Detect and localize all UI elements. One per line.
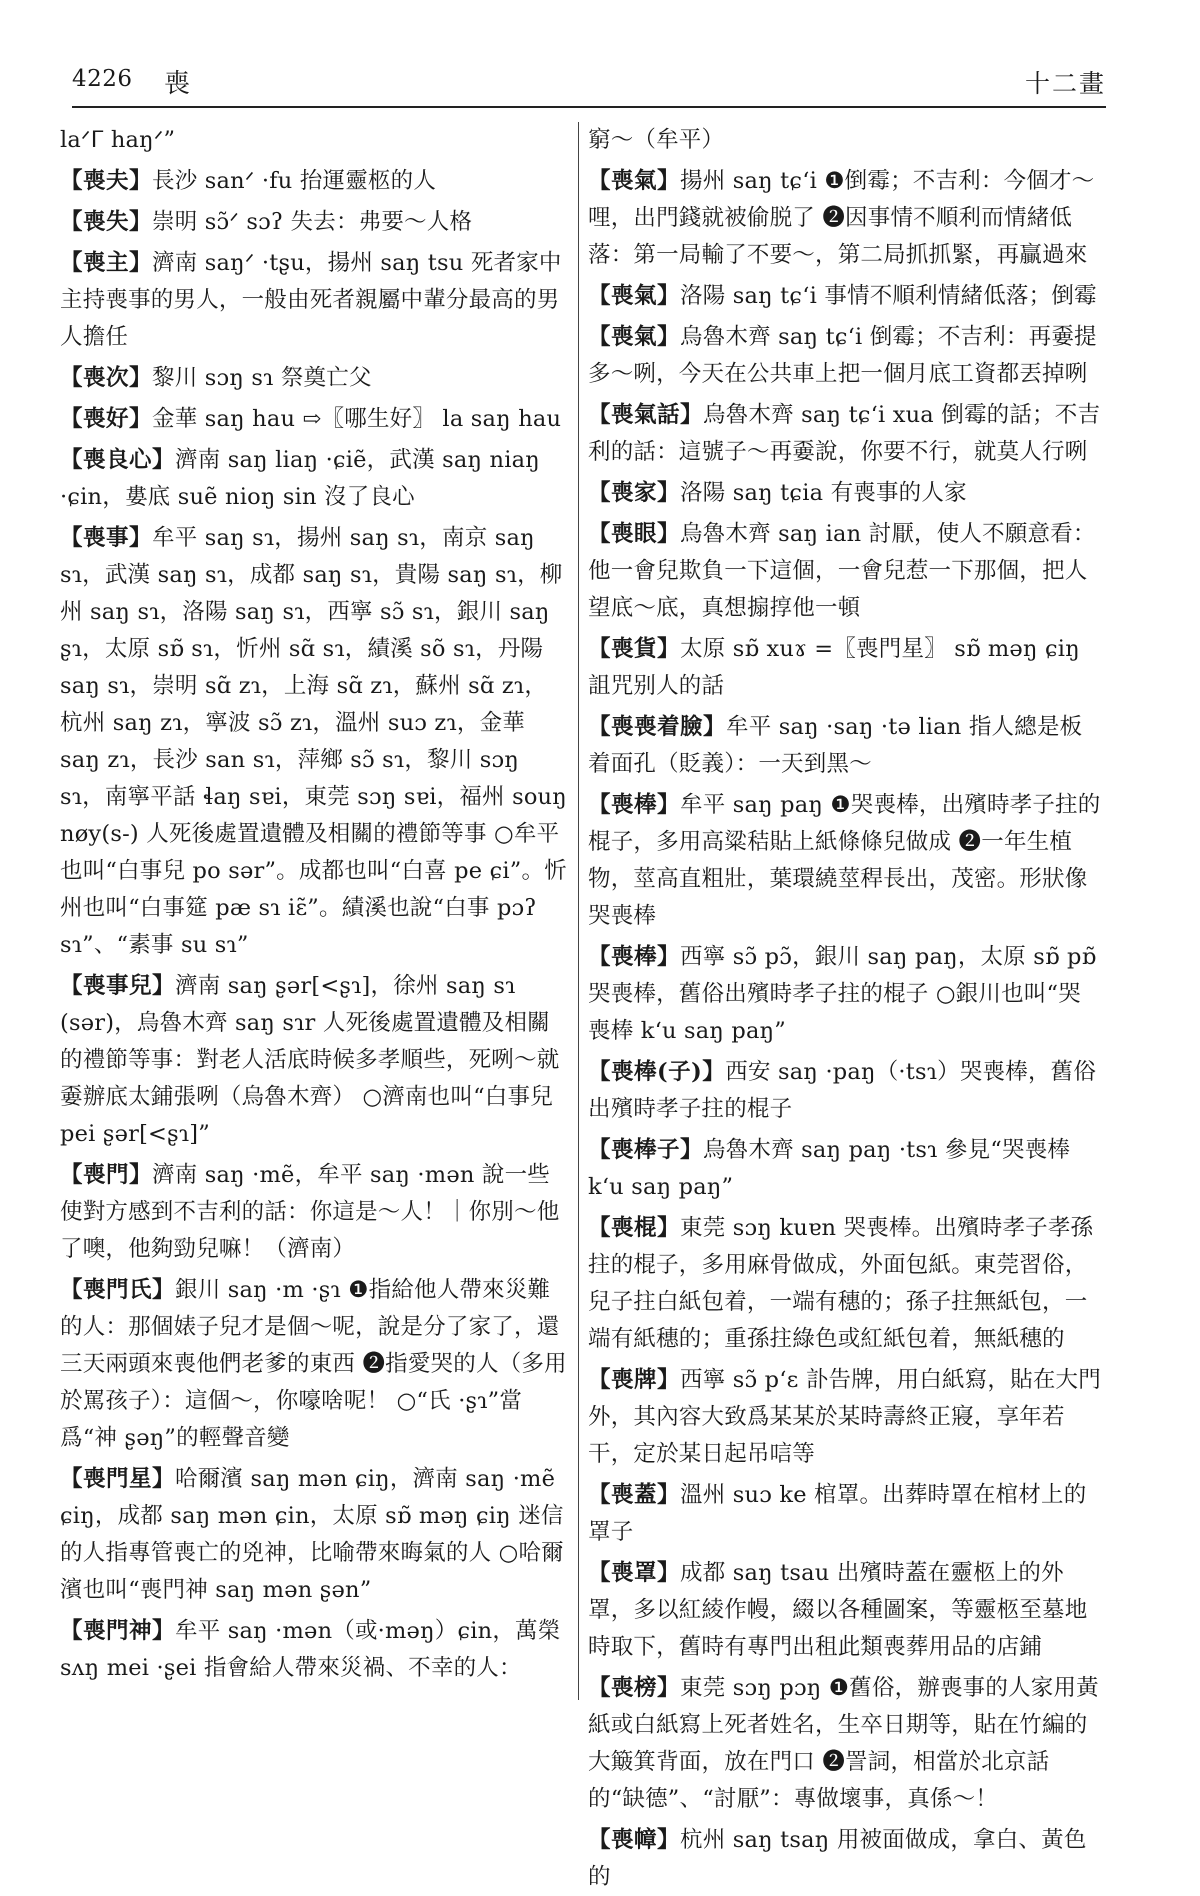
entry-definition: 東莞 sɔŋ kuɐn 哭喪棒。出殯時孝子孝孫拄的棍子，多用麻骨做成，外面包紙。東莞習俗，兒子拄白紙包着，一端有穗的；孫子拄無紙包，一端有紙穗的；重孫拄綠色或紅紙包着，無紙穗的 bbox=[588, 1215, 1094, 1352]
entry-headword: 【喪喪着臉】 bbox=[588, 714, 727, 740]
dictionary-entry bbox=[588, 787, 1102, 935]
entry-headword: 【喪幛】 bbox=[588, 1827, 681, 1853]
entry-definition: 黎川 sɔŋ sɿ 祭奠亡父 bbox=[152, 365, 372, 391]
entry-headword: 【喪牌】 bbox=[588, 1367, 681, 1393]
column-divider bbox=[578, 122, 579, 1700]
entry-definition: 長沙 sanᐟ ·fu 抬運靈柩的人 bbox=[152, 168, 437, 194]
dictionary-entry bbox=[60, 245, 568, 356]
dictionary-entry bbox=[588, 1822, 1102, 1896]
dictionary-entry bbox=[588, 516, 1102, 627]
entry-headword: 【喪門氏】 bbox=[60, 1277, 176, 1303]
dictionary-entry bbox=[588, 1670, 1102, 1818]
entry-headword: 【喪棍】 bbox=[588, 1215, 681, 1241]
dictionary-entry bbox=[60, 442, 568, 516]
dictionary-entry bbox=[588, 1477, 1102, 1551]
dictionary-entry bbox=[588, 709, 1102, 783]
page-header bbox=[72, 58, 1106, 108]
dictionary-entry bbox=[60, 1461, 568, 1609]
entry-definition: 西寧 sɔ̃ pʻɛ 訃告牌，用白紙寫，貼在大門外，其內容大致爲某某於某時壽終正寢，享年若干，定於某日起吊唁等 bbox=[588, 1367, 1101, 1467]
dictionary-entry bbox=[60, 401, 568, 438]
dictionary-entry bbox=[588, 1132, 1102, 1206]
entry-headword: 【喪眼】 bbox=[588, 521, 681, 547]
entry-definition: 西寧 sɔ̃ pɔ̃，銀川 saŋ paŋ，太原 sɒ̃ pɒ̃ 哭喪棒，舊俗出殯時孝子拄的棍子 ○銀川也叫“哭喪棒 kʻu saŋ paŋ” bbox=[588, 944, 1097, 1044]
entry-definition: 濟南 saŋᐟ ·tʂu，揚州 saŋ tsu 死者家中主持喪事的男人，一般由死者親屬中輩分最高的男人擔任 bbox=[60, 250, 562, 350]
entry-headword: 【喪事】 bbox=[60, 525, 153, 551]
entry-definition: 溫州 suɔ ke 棺罩。出葬時罩在棺材上的罩子 bbox=[588, 1482, 1087, 1545]
entry-headword: 【喪事兒】 bbox=[60, 973, 176, 999]
entry-definition: laᐟᒥ haŋᐟ” bbox=[60, 127, 176, 153]
entry-headword: 【喪主】 bbox=[60, 250, 153, 276]
entry-definition: 太原 sɒ̃ xuɤ =〖喪門星〗 sɒ̃ məŋ ɕiŋ 詛咒别人的話 bbox=[588, 636, 1080, 699]
entry-headword: 【喪失】 bbox=[60, 209, 153, 235]
entry-definition: 揚州 saŋ tɕʻi ❶倒霉；不吉利：今個才～哩，出門錢就被偷脱了 ❷因事情不順利而情緒低落：第一局輸了不要～，第二局抓抓緊，再贏過來 bbox=[588, 168, 1095, 268]
head-character: 喪 bbox=[164, 69, 191, 99]
entry-headword: 【喪門】 bbox=[60, 1162, 153, 1188]
entry-definition: 成都 saŋ tsau 出殯時蓋在靈柩上的外罩，多以紅綾作幔，綴以各種圖案，等靈柩至墓地時取下，舊時有專門出租此類喪葬用品的店鋪 bbox=[588, 1560, 1088, 1660]
entry-definition: 崇明 sɔ̃ᐟ sɔʔ 失去：弗要～人格 bbox=[152, 209, 473, 235]
left-column bbox=[60, 122, 568, 1712]
entry-definition: 烏魯木齊 saŋ paŋ ·tsɿ 參見“哭喪棒 kʻu saŋ paŋ” bbox=[588, 1137, 1071, 1200]
entry-definition: 濟南 saŋ liaŋ ·ɕiẽ，武漢 saŋ niaŋ ·ɕin，婁底 suẽ nioŋ sin 沒了良心 bbox=[60, 447, 540, 510]
dictionary-entry bbox=[588, 475, 1102, 512]
dictionary-entry bbox=[588, 939, 1102, 1050]
entry-definition: 烏魯木齊 saŋ tɕʻi 倒霉；不吉利：再嫑提多～咧，今天在公共車上把一個月底工資都丟掉咧 bbox=[588, 324, 1097, 387]
right-column bbox=[588, 122, 1102, 1890]
dictionary-entry bbox=[60, 1272, 568, 1457]
entry-headword: 【喪棒】 bbox=[588, 792, 681, 818]
entry-headword: 【喪貨】 bbox=[588, 636, 681, 662]
dictionary-entry bbox=[588, 631, 1102, 705]
entry-headword: 【喪氣】 bbox=[588, 324, 681, 350]
entry-definition: 牟平 saŋ ·saŋ ·tə lian 指人總是板着面孔（貶義）：一天到黑～ bbox=[588, 714, 1083, 777]
entry-headword: 【喪氣】 bbox=[588, 168, 681, 194]
entry-headword: 【喪榜】 bbox=[588, 1675, 681, 1701]
entry-definition: 烏魯木齊 saŋ ian 討厭，使人不願意看：他一會兒欺負一下這個，一會兒惹一下那個，把人望底～底，真想搧㨃他一頓 bbox=[588, 521, 1096, 621]
entry-headword: 【喪次】 bbox=[60, 365, 153, 391]
entry-definition: 牟平 saŋ sɿ，揚州 saŋ sɿ，南京 saŋ sɿ，武漢 saŋ sɿ，成都 saŋ sɿ，貴陽 saŋ sɿ，柳州 saŋ sɿ，洛陽 saŋ sɿ，西寧 sɔ̃ sɿ，銀川 saŋ ʂɿ，太原 sɒ̃ sɿ，忻州 sɑ̃ sɿ，績溪 sõ sɿ，丹陽 saŋ sɿ，崇明 sɑ̃ zɿ，上海 sɑ̃ zɿ，蘇州 sɑ̃ zɿ，杭州 saŋ zɿ，寧波 sɔ̃ zɿ，溫州 suɔ zɿ，金華 saŋ zɿ，長沙 san sɿ，萍鄉 sɔ̃ sɿ，黎川 sɔŋ sɿ，南寧平話 ɬaŋ sɐi，東莞 sɔŋ sɐi，福州 souŋ nøy(s-) 人死後處置遺體及相關的禮節等事 ○牟平也叫“白事兒 po sər”。成都也叫“白喜 pe ɕi”。忻州也叫“白事筵 pæ sɿ iɛ̃”。績溪也說“白事 pɔʔ sɿ”、“素事 su sɿ” bbox=[60, 525, 567, 958]
entry-definition: 洛陽 saŋ tɕia 有喪事的人家 bbox=[680, 480, 967, 506]
dictionary-entry bbox=[588, 278, 1102, 315]
dictionary-entry bbox=[588, 1362, 1102, 1473]
entry-headword: 【喪罩】 bbox=[588, 1560, 681, 1586]
entry-headword: 【喪氣話】 bbox=[588, 402, 704, 428]
entry-definition: 烏魯木齊 saŋ tɕʻi xua 倒霉的話；不吉利的話：這號子～再嫑說，你要不行，就莫人行咧 bbox=[588, 402, 1101, 465]
entry-definition: 洛陽 saŋ tɕʻi 事情不順利情緒低落；倒霉 bbox=[680, 283, 1097, 309]
entry-definition: 牟平 saŋ paŋ ❶哭喪棒，出殯時孝子拄的棍子，多用高粱秸貼上紙條條兒做成 ❷一年生植物，莖高直粗壯，葉環繞莖稈長出，茂密。形狀像哭喪棒 bbox=[588, 792, 1101, 929]
dictionary-entry bbox=[60, 163, 568, 200]
dictionary-entry bbox=[588, 163, 1102, 274]
entry-headword: 【喪棒(子)】 bbox=[588, 1059, 726, 1085]
dictionary-entry bbox=[588, 1555, 1102, 1666]
page-number: 4226 bbox=[72, 66, 133, 92]
entry-definition: 西安 saŋ ·paŋ（·tsɿ）哭喪棒，舊俗出殯時孝子拄的棍子 bbox=[588, 1059, 1097, 1122]
entry-headword: 【喪蓋】 bbox=[588, 1482, 681, 1508]
entry-definition: 濟南 saŋ ʂər[<ʂɿ]，徐州 saŋ sɿ (sər)，烏魯木齊 saŋ sɿr 人死後處置遺體及相關的禮節等事：對老人活底時候多孝順些，死咧～就嫑辦底太鋪張咧（烏魯木齊） ○濟南也叫“白事兒 pei ʂər[<ʂɿ]” bbox=[60, 973, 560, 1147]
entry-definition: 杭州 saŋ tsaŋ 用被面做成，拿白、黃色的 bbox=[588, 1827, 1087, 1890]
entry-headword: 【喪棒子】 bbox=[588, 1137, 704, 1163]
entry-headword: 【喪門星】 bbox=[60, 1466, 176, 1492]
dictionary-entry bbox=[60, 360, 568, 397]
entry-headword: 【喪良心】 bbox=[60, 447, 176, 473]
dictionary-entry bbox=[60, 520, 568, 964]
dictionary-entry bbox=[588, 319, 1102, 393]
entry-headword: 【喪氣】 bbox=[588, 283, 681, 309]
entry-headword: 【喪門神】 bbox=[60, 1618, 176, 1644]
dictionary-entry bbox=[588, 122, 1102, 159]
entry-headword: 【喪好】 bbox=[60, 406, 153, 432]
entry-headword: 【喪棒】 bbox=[588, 944, 681, 970]
dictionary-entry bbox=[60, 122, 568, 159]
entry-definition: 銀川 saŋ ·m ·ʂɿ ❶指給他人帶來災難的人：那個婊子兒才是個～呢，說是分了家了，還三天兩頭來喪他們老爹的東西 ❷指愛哭的人（多用於罵孩子）：這個～，你嚎啥呢！ ○“氏 ·ʂɿ”當爲“神 ʂəŋ”的輕聲音變 bbox=[60, 1277, 567, 1451]
dictionary-entry bbox=[60, 1613, 568, 1687]
dictionary-entry bbox=[588, 1210, 1102, 1358]
dictionary-entry bbox=[60, 204, 568, 241]
section-label: 十二畫 bbox=[1024, 69, 1106, 98]
entry-headword: 【喪家】 bbox=[588, 480, 681, 506]
entry-definition: 窮～（牟平） bbox=[588, 127, 725, 153]
dictionary-entry bbox=[60, 1157, 568, 1268]
entry-definition: 金華 saŋ hau ⇨〖哪生好〗 la saŋ hau bbox=[152, 406, 562, 432]
entry-headword: 【喪夫】 bbox=[60, 168, 153, 194]
dictionary-entry bbox=[588, 397, 1102, 471]
dictionary-entry bbox=[588, 1054, 1102, 1128]
entry-definition: 濟南 saŋ ·mẽ，牟平 saŋ ·mən 說一些使對方感到不吉利的話：你這是～人！｜你別～他了噢，他夠勁兒嘛！（濟南） bbox=[60, 1162, 560, 1262]
dictionary-entry bbox=[60, 968, 568, 1153]
entry-definition: 牟平 saŋ ·mən（或·məŋ）ɕin，萬榮 sʌŋ mei ·ʂei 指會給人帶來災禍、不幸的人： bbox=[60, 1618, 561, 1681]
entry-definition: 東莞 sɔŋ pɔŋ ❶舊俗，辦喪事的人家用黃紙或白紙寫上死者姓名，生卒日期等，貼在竹編的大簸箕背面，放在門口 ❷詈詞，相當於北京話的“缺德”、“討厭”：專做壞事，真係～！ bbox=[588, 1675, 1099, 1812]
entry-definition: 哈爾濱 saŋ mən ɕiŋ，濟南 saŋ ·mẽ ɕiŋ，成都 saŋ mən ɕin，太原 sɒ̃ məŋ ɕiŋ 迷信的人指專管喪亡的兇神，比喻帶來晦氣的人 ○哈爾濱也叫“喪門神 saŋ mən ʂən” bbox=[60, 1466, 564, 1603]
